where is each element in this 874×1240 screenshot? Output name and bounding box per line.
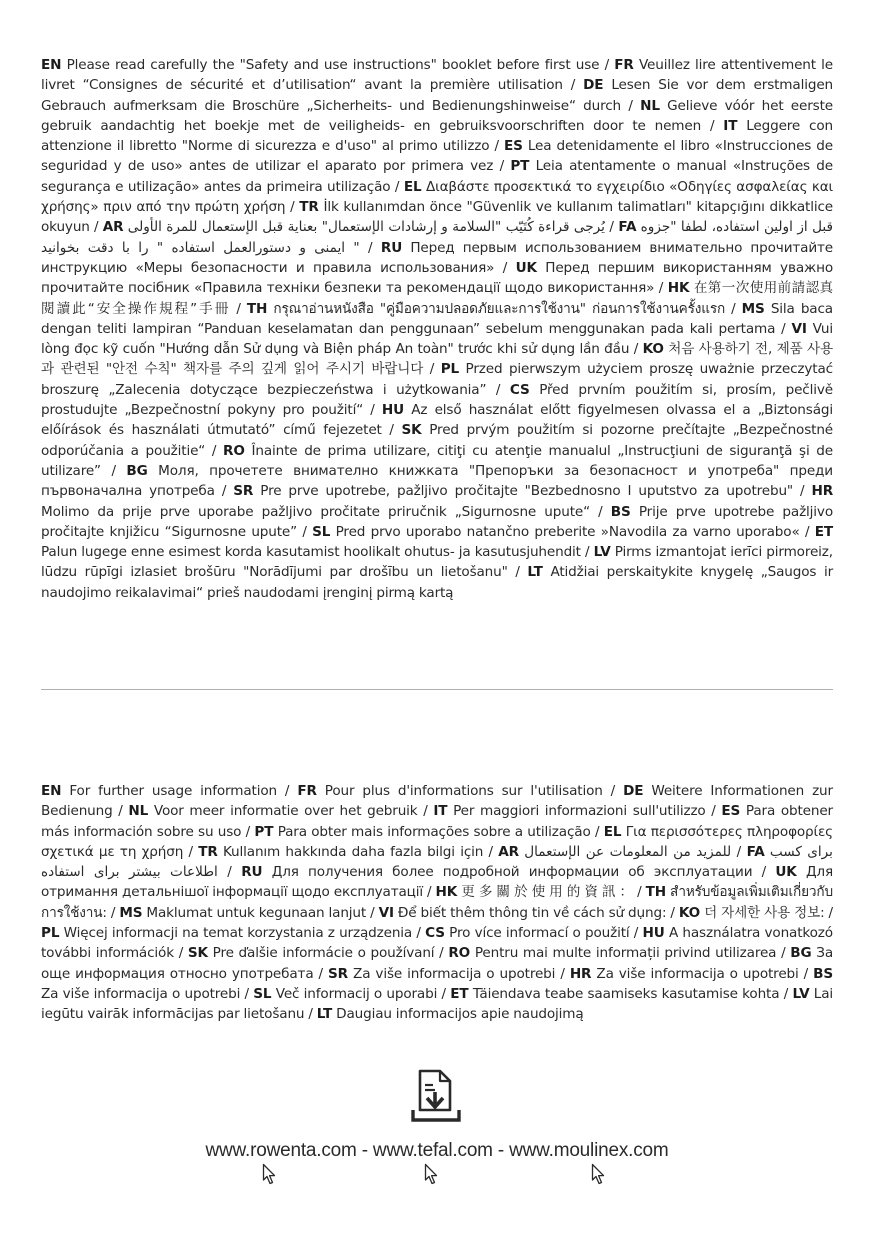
language-code: FR	[297, 783, 317, 799]
language-text: Kullanım hakkında daha fazla bilgi için	[222, 843, 484, 860]
language-code: VI	[378, 904, 394, 921]
language-it	[433, 803, 705, 819]
language-text: Prije prve upotrebe pažljivo pročitajte knjižicu “Sigurnosne upute”	[41, 503, 833, 540]
language-separator: /	[629, 341, 643, 358]
language-code: HU	[381, 402, 405, 419]
language-text: Για περισσότερες πληροφορίες σχετικά με τη χρήση	[41, 823, 834, 860]
language-en	[41, 57, 599, 73]
language-separator: /	[776, 945, 791, 962]
language-code: SK	[187, 945, 208, 962]
language-text: Lesen Sie vor dem erstmaligen Gebrauch aufmerksam die Broschüre „Sicherheits- und Bedienungshinweise“ durch	[41, 77, 833, 114]
language-text: قبل از اولین استفاده، لطفا "جزوه " ایمنی و دستورالعمل استفاده " را با دقت بخوانید	[41, 219, 833, 256]
language-sr	[328, 966, 555, 982]
language-separator: /	[562, 77, 584, 94]
language-code: CS	[509, 381, 530, 398]
language-code: ET	[814, 523, 833, 540]
language-separator: /	[779, 985, 793, 1002]
language-code: HK	[435, 884, 458, 901]
language-separator: /	[112, 803, 129, 820]
language-text: Перед первым использованием внимательно прочитайте инструкцию «Меры безопасности и правила использования»	[41, 239, 833, 276]
language-separator: /	[183, 843, 199, 860]
language-text: 在第一次使用前請認真閱讀此“安全操作規程”手冊	[41, 280, 833, 317]
language-text: Please read carefully the "Safety and use instructions" booklet before first use	[66, 57, 600, 73]
language-code: SL	[253, 985, 272, 1002]
language-text: Для отримання детальнішої інформації щодо експлуатації	[41, 864, 833, 901]
mouse-cursor-icon	[424, 1163, 440, 1187]
language-code: LT	[316, 1006, 333, 1023]
language-code: ES	[721, 803, 741, 820]
language-text: Molimo da prije prve uporabe pažljivo pročitate priručnik „Sigurnosne upute“	[41, 503, 591, 520]
language-text: Więcej informacji na temat korzystania z urządzenia	[63, 925, 413, 942]
language-text: للمزيد من المعلومات عن الإستعمال	[524, 843, 732, 860]
language-code: DE	[583, 77, 604, 94]
language-separator: /	[599, 57, 615, 73]
language-separator: /	[230, 300, 247, 317]
language-ko	[679, 905, 825, 921]
language-separator: /	[423, 361, 441, 378]
language-separator: /	[100, 462, 127, 479]
language-separator: /	[752, 864, 776, 881]
safety-instructions-block	[41, 55, 833, 603]
language-text: กรุณาอ่านหนังสือ "คู่มือความปลอดภัยและการใช้งาน" ก่อนการใช้งานครั้งแรก	[273, 300, 726, 317]
language-th	[247, 301, 725, 317]
language-code: PT	[510, 158, 530, 175]
language-code: SR	[233, 483, 254, 500]
language-code: ET	[450, 985, 469, 1002]
language-text: Моля, прочетете внимателно книжката "Препоръки за безопасност и употреба" преди първоначална употреба	[41, 462, 833, 500]
language-hr	[570, 966, 799, 982]
language-sl	[253, 986, 437, 1002]
language-separator: /	[775, 320, 792, 337]
language-text: İlk kullanımdan önce "Güvenlik ve kullanım talimatları" kitapçığını dikkatlice okuyun	[41, 199, 833, 236]
language-separator: /	[705, 803, 722, 820]
language-sk	[188, 945, 435, 961]
language-text: Per maggiori informazioni sull'utilizzo	[453, 803, 706, 820]
language-code: RU	[380, 239, 403, 256]
language-text: Za više informacija o upotrebi	[596, 965, 799, 982]
language-text: Pirms izmantojat ierīci pirmoreiz, lūdzu rūpīgi izlasiet brošūru "Norādījumi par drošību un lietošanu"	[41, 544, 833, 581]
section-divider	[41, 689, 833, 690]
language-code: PT	[254, 823, 274, 840]
language-code: FR	[614, 57, 634, 73]
language-code: SK	[401, 422, 422, 439]
language-pl	[41, 925, 412, 941]
language-separator: /	[799, 523, 815, 540]
language-separator: /	[304, 1006, 317, 1023]
language-separator: /	[701, 117, 724, 134]
language-separator: /	[798, 965, 814, 982]
language-text: Înainte de prima utilizare, citiţi cu atenţie manualul „Instrucţiuni de siguranţă şi de utilizare”	[41, 442, 833, 479]
language-ar	[103, 219, 605, 235]
language-code: AR	[102, 219, 124, 236]
language-separator: /	[285, 199, 300, 216]
language-code: FA	[618, 219, 637, 236]
language-code: KO	[642, 341, 664, 358]
language-code: CS	[425, 925, 445, 942]
language-ru	[241, 864, 752, 880]
language-text: برای کسب اطلاعات بیشتر برای استفاده	[41, 843, 833, 881]
language-separator: /	[423, 884, 436, 901]
language-code: PL	[41, 925, 60, 942]
further-information-block	[41, 781, 833, 1025]
language-separator: /	[381, 422, 402, 439]
language-text: Để biết thêm thông tin về cách sử dụng:	[397, 904, 667, 921]
language-code: ES	[503, 138, 523, 155]
language-text: Veuillez lire attentivement le livret “Consignes de sécurité et d’utilisation“ avant la première utilisation	[41, 57, 834, 94]
language-code: IT	[433, 803, 448, 820]
language-separator: /	[486, 381, 510, 398]
language-code: HU	[642, 925, 665, 942]
language-text: Vui lòng đọc kỹ cuốn "Hướng dẫn Sử dụng và Biện pháp An toàn" trước khi sử dụng lần đầu	[41, 320, 833, 358]
language-text: Palun lugege enne esimest korda kasutamist hoolikalt ohutus- ja kasutusjuhendit	[41, 544, 581, 561]
language-separator: /	[793, 483, 812, 500]
language-text: Pred prvo uporabo natančno preberite »Navodila za varno uporabo«	[335, 523, 800, 540]
language-text: За още информация относно употребата	[41, 945, 834, 982]
language-text: Pour plus d'informations sur l'utilisation	[324, 783, 603, 799]
language-code: AR	[498, 843, 519, 860]
language-text: Przed pierwszym użyciem proszę uważnie przeczytać broszurę „Zalecenia dotyczące bezpieczeństwa i użytkowania”	[41, 361, 833, 398]
language-separator: /	[313, 965, 329, 982]
language-separator: /	[602, 783, 624, 799]
language-separator: /	[555, 965, 570, 982]
language-code: LV	[593, 544, 611, 561]
language-separator: /	[106, 904, 120, 921]
mouse-cursor-icon	[262, 1163, 278, 1187]
language-separator: /	[621, 97, 641, 114]
language-code: BG	[126, 462, 148, 479]
language-code: EN	[41, 57, 62, 73]
language-code: BS	[610, 503, 631, 520]
language-separator: /	[494, 259, 516, 276]
language-text: Az első használat előtt figyelmesen olvassa el a „Biztonsági előírások és használati útmutató” című fejezetet	[41, 402, 833, 439]
language-text: สำหรับข้อมูลเพิ่มเติมเกี่ยวกับการใช้งาน:	[41, 884, 833, 921]
language-code: SL	[312, 523, 331, 540]
language-separator: /	[412, 925, 426, 942]
language-code: KO	[678, 904, 701, 921]
language-text: A használatra vonatkozó további információk	[41, 925, 833, 962]
language-text: Перед першим використанням уважно прочитайте посібник «Правила техніки безпеки та рекомендації щодо використання»	[41, 259, 833, 297]
language-nl	[128, 803, 417, 819]
language-text: Para obter mais informações sobre a utilização	[277, 823, 591, 840]
language-separator: /	[437, 985, 451, 1002]
footer-websites[interactable]: www.rowenta.com - www.tefal.com - www.moulinex.com	[205, 1140, 669, 1161]
language-code: BG	[790, 945, 812, 962]
language-ro	[448, 945, 776, 961]
language-separator: /	[666, 904, 679, 921]
language-text: Atidžiai perskaitykite knygelę „Saugos ir naudojimo reikalavimai“ prieš naudodami įrenginį pirmą kartą	[41, 564, 834, 601]
language-text: Leia atentamente o manual «Instruções de segurança e utilização» antes da primeira utilização	[41, 158, 833, 195]
language-text: Lea detenidamente el libro «Instrucciones de seguridad y de uso» antes de utilizar el aparato por primera vez	[41, 138, 833, 175]
language-separator: /	[725, 300, 742, 317]
language-en	[41, 783, 277, 799]
language-separator: /	[493, 158, 511, 175]
language-separator: /	[240, 985, 254, 1002]
language-separator: /	[731, 843, 747, 860]
language-code: UK	[775, 864, 797, 881]
language-sl	[312, 524, 800, 540]
language-separator: /	[297, 523, 313, 540]
language-cs	[425, 925, 629, 941]
language-text: Διαβάστε προσεκτικά το εγχειρίδιο «Οδηγίες ασφαλείας και χρήσης» πριν από την πρώτη χρήση	[41, 178, 834, 216]
language-separator: /	[390, 178, 404, 195]
language-separator: /	[241, 823, 255, 840]
language-separator: /	[434, 945, 449, 962]
language-separator: /	[824, 904, 833, 921]
language-separator: /	[604, 219, 619, 236]
language-text: Lai iegūtu vairāk informācijas par lietošanu	[41, 985, 834, 1023]
language-text: Pred prvým použitím si pozorne prečítajte „Bezpečnostné odporúčania a použitie“	[41, 422, 834, 459]
language-text: Para obtener más información sobre su uso	[41, 803, 833, 840]
language-code: SR	[328, 965, 348, 982]
language-text: For further usage information	[69, 783, 277, 799]
language-text: Voor meer informatie over het gebruik	[153, 803, 418, 820]
language-separator: /	[359, 239, 381, 256]
language-code: MS	[119, 904, 143, 921]
language-text: Sila baca dengan teliti lampiran “Panduan keselamatan dan penggunaan” sebelum menggunakan pada kali pertama	[41, 300, 833, 337]
language-lt	[317, 1006, 584, 1022]
language-code: NL	[640, 97, 660, 114]
language-code: FA	[746, 843, 765, 860]
language-text: Pentru mai multe informații privind utilizarea	[474, 945, 777, 962]
language-code: VI	[791, 320, 807, 337]
language-text: Leggere con attenzione il libretto "Norme di sicurezza e d'uso" al primo utilizzo	[41, 117, 833, 155]
language-text: Gelieve vóór het eerste gebruik aandachtig het boekje met de veiligheids- en gebruiksvoorschriften door te nemen	[41, 97, 834, 134]
language-separator: /	[580, 544, 594, 561]
language-code: TR	[198, 843, 218, 860]
language-separator: /	[633, 884, 646, 901]
language-code: BS	[813, 965, 834, 982]
language-separator: /	[507, 564, 528, 581]
language-code: RO	[223, 442, 245, 459]
language-code: TH	[645, 884, 666, 901]
language-text: Před prvním použitím si, prosím, pečlivě prostudujte „Bezpečnostní pokyny pro použití“	[41, 381, 833, 419]
language-code: RU	[241, 864, 263, 881]
language-code: HR	[811, 483, 834, 500]
language-separator: /	[629, 925, 643, 942]
language-separator: /	[363, 402, 382, 419]
language-text: Täiendava teabe saamiseks kasutamise kohta	[472, 985, 780, 1002]
language-code: EL	[403, 178, 422, 195]
mouse-cursor-icon	[591, 1163, 607, 1187]
language-separator: /	[276, 783, 298, 799]
language-text: Maklumat untuk kegunaan lanjut	[146, 904, 367, 921]
language-vi	[379, 905, 667, 921]
language-pt	[254, 824, 590, 840]
language-code: NL	[128, 803, 149, 820]
language-separator: /	[489, 138, 504, 155]
document-download-icon	[410, 1068, 462, 1124]
language-text: 더 자세한 사용 정보:	[704, 904, 825, 921]
language-text: Za više informacija o upotrebi	[41, 985, 241, 1002]
language-text: Pro více informací o použití	[449, 925, 630, 942]
language-text: 처음 사용하기 전, 제품 사용과 관련된 "안전 수칙" 책자를 주의 깊게 읽어 주시기 바랍니다	[41, 341, 833, 378]
language-separator: /	[590, 823, 604, 840]
language-code: PL	[440, 361, 460, 378]
language-separator: /	[217, 864, 242, 881]
language-ms	[119, 905, 366, 921]
language-separator: /	[417, 803, 434, 820]
language-separator: /	[590, 503, 611, 520]
language-code: TH	[246, 300, 268, 317]
language-text: Daugiau informacijos apie naudojimą	[336, 1006, 584, 1023]
language-code: LV	[792, 985, 810, 1002]
language-code: EN	[41, 783, 62, 799]
language-hk	[436, 884, 634, 900]
language-separator: /	[654, 280, 668, 297]
language-text: 更 多 關 於 使 用 的 資 訊 ：	[461, 884, 634, 901]
language-ar	[498, 844, 731, 860]
language-code: TR	[299, 199, 319, 216]
language-separator: /	[483, 843, 499, 860]
language-separator: /	[89, 219, 103, 236]
language-tr	[198, 844, 483, 860]
language-text: Для получения более подробной информации об эксплуатации	[271, 864, 753, 881]
language-code: HK	[667, 280, 690, 297]
language-fr	[297, 783, 602, 799]
language-separator: /	[173, 945, 188, 962]
language-text: Weitere Informationen zur Bedienung	[41, 783, 833, 820]
language-code: HR	[569, 965, 592, 982]
language-code: LT	[527, 564, 543, 581]
language-separator: /	[214, 483, 234, 500]
language-et	[450, 986, 779, 1002]
language-separator: /	[205, 442, 224, 459]
language-separator: /	[366, 904, 379, 921]
language-code: RO	[448, 945, 471, 962]
language-text: يُرجى قراءة كُتَيّب "السلامة و إرشادات الإستعمال" بعناية قبل الإستعمال للمرة الأولى	[127, 219, 605, 236]
language-text: Pre ďalšie informácie o používaní	[212, 945, 435, 962]
language-code: EL	[603, 823, 622, 840]
language-code: DE	[623, 783, 644, 799]
language-code: UK	[515, 259, 537, 276]
language-sr	[233, 483, 793, 499]
language-code: MS	[741, 300, 765, 317]
language-code: IT	[723, 117, 738, 134]
language-text: Več informacij o uporabi	[275, 985, 438, 1002]
language-text: Pre prve upotrebe, pažljivo pročitajte "Bezbednosno I uputstvo za upotrebu"	[260, 483, 794, 500]
language-text: Za više informacija o upotrebi	[353, 965, 556, 982]
